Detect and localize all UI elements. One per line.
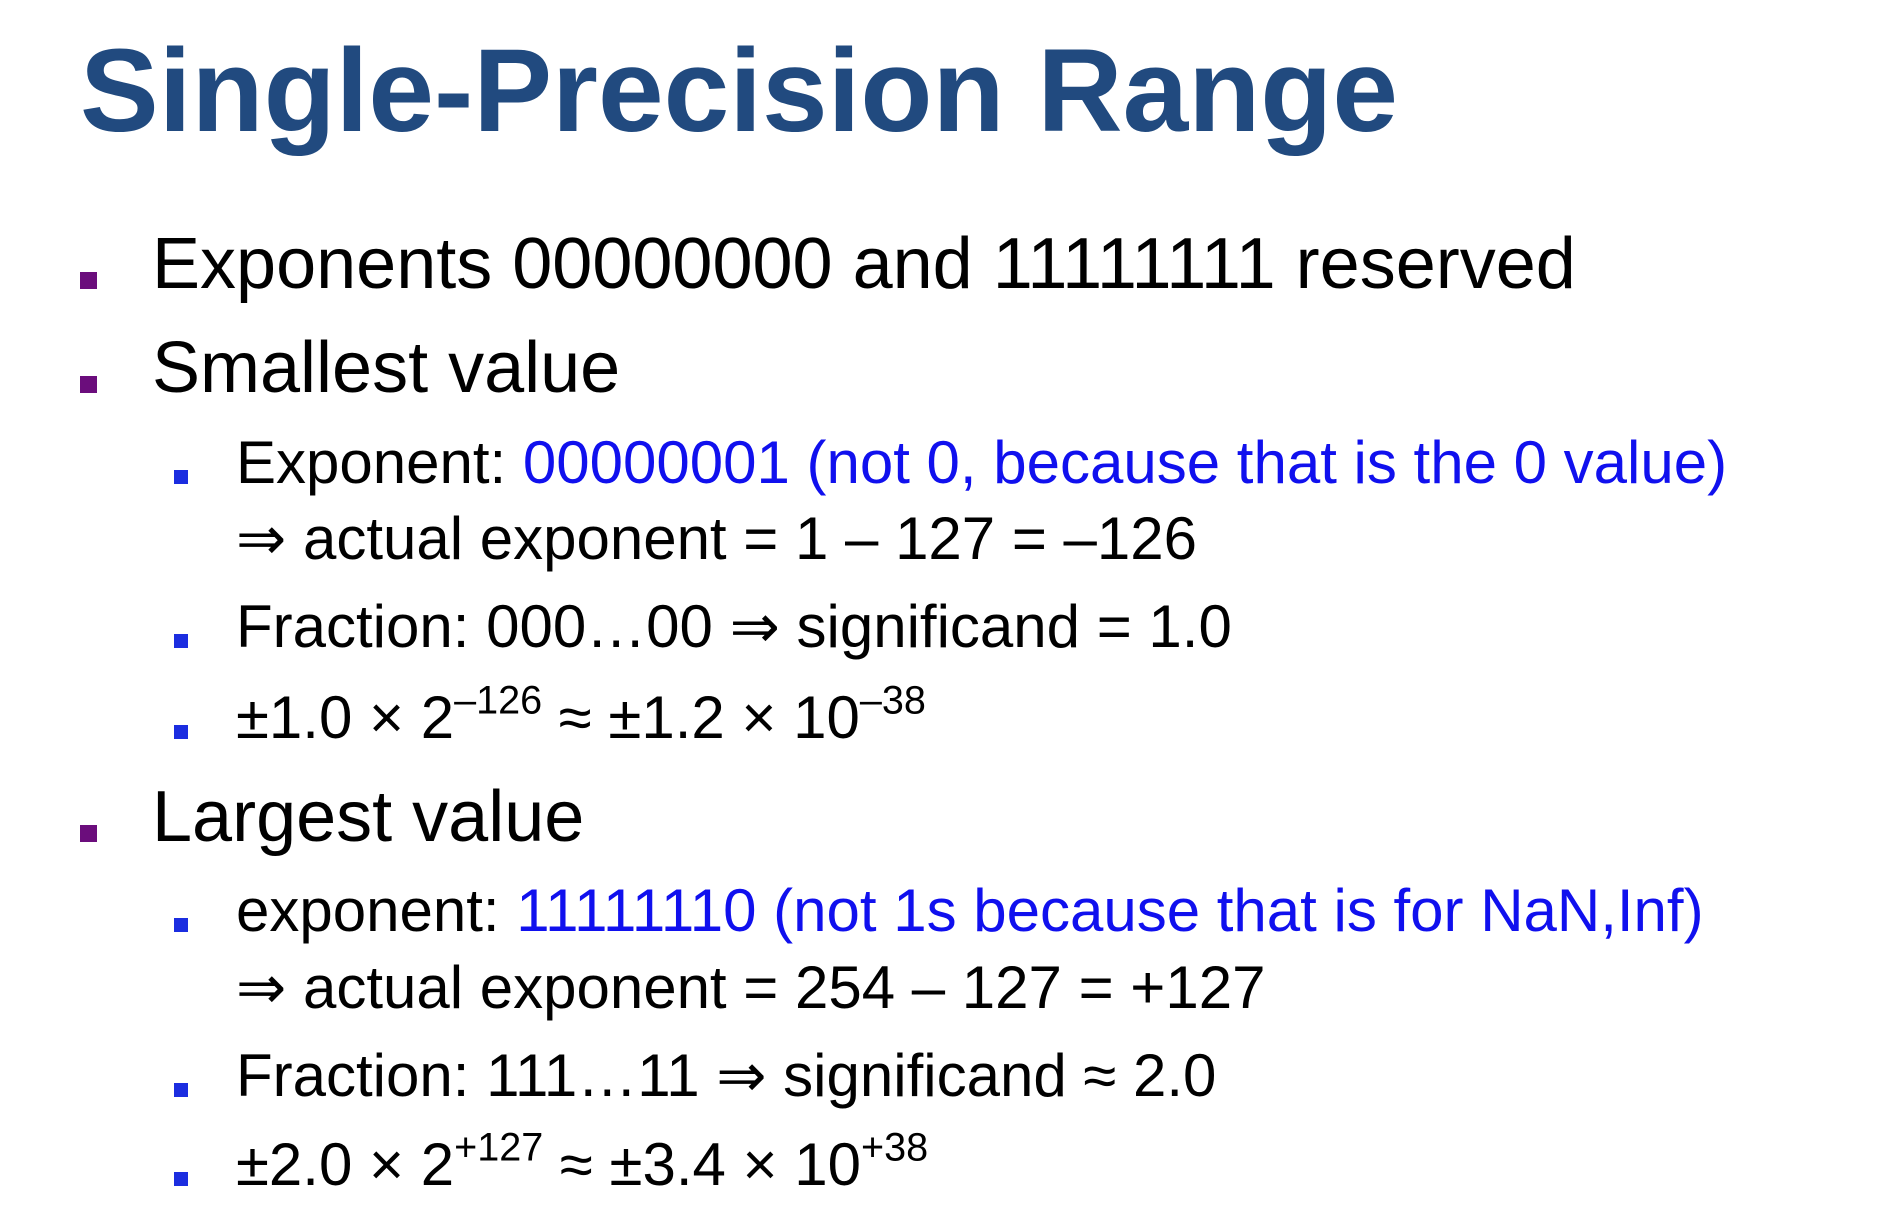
largest-exponent-prefix: exponent:	[236, 877, 517, 944]
smallest-actual-exponent: ⇒ actual exponent = 1 – 127 = –126	[236, 505, 1198, 572]
largest-value-label: Largest value	[152, 777, 585, 857]
sub-bullet-square-icon	[174, 634, 188, 648]
smallest-range-exp2: –38	[859, 678, 926, 723]
largest-fraction-text: Fraction: 111…11 ⇒ significand ≈ 2.0	[236, 1042, 1217, 1109]
smallest-range-exp1: –126	[454, 678, 543, 723]
bullet-smallest-value	[152, 328, 621, 408]
smallest-actual-exponent-line	[236, 505, 1198, 572]
sub-bullet-square-icon	[174, 1083, 188, 1097]
sub-bullet-square-icon	[174, 918, 188, 932]
smallest-exponent-highlight: 00000001 (not 0, because that is the 0 value)	[522, 429, 1728, 496]
largest-range-exp2: +38	[860, 1125, 929, 1170]
smallest-range-part2: ≈ ±1.2 × 10	[542, 684, 860, 751]
largest-range-part2: ≈ ±3.4 × 10	[543, 1131, 861, 1198]
largest-range-line	[236, 1125, 929, 1198]
sub-bullet-square-icon	[174, 725, 188, 739]
largest-actual-exponent-line	[236, 954, 1266, 1021]
smallest-fraction-text: Fraction: 000…00 ⇒ significand = 1.0	[236, 593, 1232, 660]
largest-exponent-line	[236, 877, 1704, 944]
smallest-exponent-prefix: Exponent:	[236, 429, 523, 496]
largest-range-exp1: +127	[454, 1125, 544, 1170]
largest-exponent-highlight: 11111110 (not 1s because that is for NaN,Inf)	[516, 877, 1704, 944]
largest-range-part1: ±2.0 × 2	[236, 1131, 455, 1198]
sub-bullet-square-icon	[174, 470, 188, 484]
smallest-value-label: Smallest value	[152, 328, 621, 408]
bullet-reserved	[152, 224, 1576, 304]
bullet-reserved-text: Exponents 00000000 and 11111111 reserved	[152, 224, 1576, 304]
largest-fraction-line	[236, 1042, 1217, 1109]
smallest-fraction-line	[236, 593, 1232, 660]
sub-bullet-square-icon	[174, 1172, 188, 1186]
smallest-exponent-line	[236, 429, 1728, 496]
bullet-square-icon	[80, 376, 97, 393]
smallest-range-line	[236, 678, 926, 751]
slide-title: Single-Precision Range	[80, 25, 1398, 157]
largest-actual-exponent: ⇒ actual exponent = 254 – 127 = +127	[236, 954, 1266, 1021]
bullet-square-icon	[80, 272, 97, 289]
bullet-square-icon	[80, 825, 97, 842]
bullet-largest-value	[152, 777, 585, 857]
smallest-range-part1: ±1.0 × 2	[236, 684, 455, 751]
